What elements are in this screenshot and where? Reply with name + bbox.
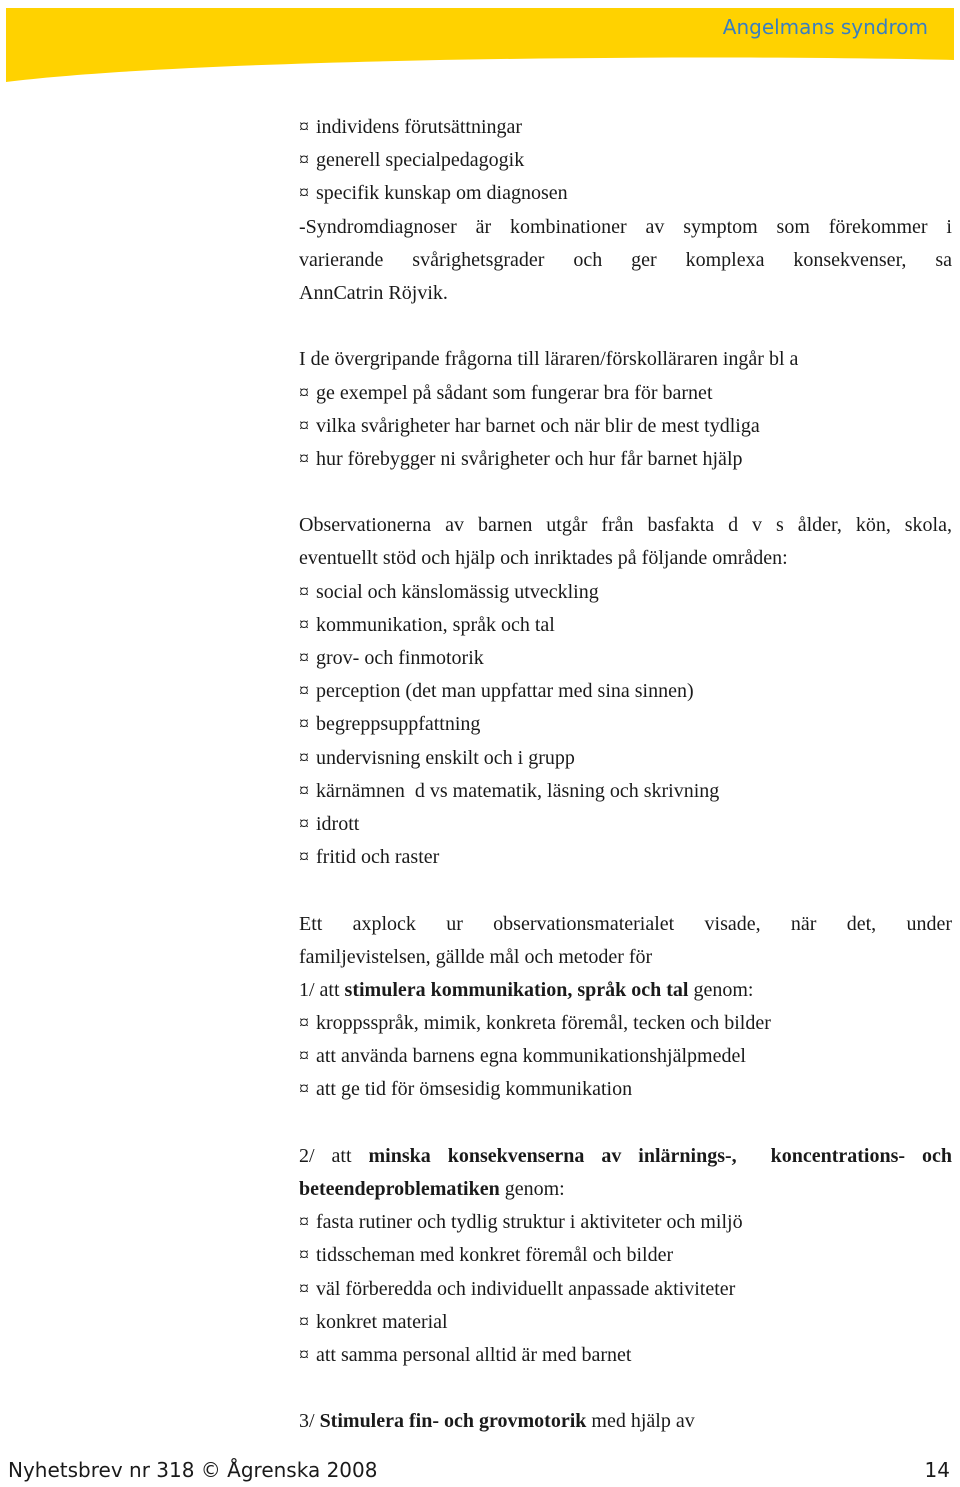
list-item: ¤ tidsscheman med konkret föremål och bilder — [299, 1239, 952, 1272]
list-item: ¤ specifik kunskap om diagnosen — [299, 177, 952, 210]
quote-line: varierande svårighetsgrader och ger komplexa konsekvenser, sa — [299, 248, 952, 271]
bullet-icon: ¤ — [299, 116, 309, 138]
bullet-icon: ¤ — [299, 846, 309, 869]
bullet-icon: ¤ — [299, 149, 309, 172]
bullet-icon: ¤ — [299, 746, 309, 769]
list-item: ¤ konkret material — [299, 1306, 952, 1339]
goal-heading: 2/ att minska konsekvenserna av inlärnings-, koncentrations- och — [299, 1144, 952, 1167]
bullet-icon: ¤ — [299, 779, 309, 802]
list-item: ¤ att samma personal alltid är med barnet — [299, 1339, 952, 1372]
list-item: ¤ fritid och raster — [299, 841, 952, 874]
footer-newsletter: Nyhetsbrev nr 318 © Ågrenska 2008 — [8, 1458, 378, 1482]
bullet-icon: ¤ — [299, 1277, 309, 1300]
list-item: ¤ kroppsspråk, mimik, konkreta föremål, tecken och bilder — [299, 1007, 952, 1040]
bullet-icon: ¤ — [299, 447, 309, 470]
list-item: ¤ undervisning enskilt och i grupp — [299, 742, 952, 775]
header-title: Angelmans syndrom — [722, 15, 928, 39]
list-item: ¤ hur förebygger ni svårigheter och hur får barnet hjälp — [299, 443, 952, 476]
paragraph-intro: Ett axplock ur observationsmaterialet visade, när det, under — [299, 912, 952, 935]
bullet-icon: ¤ — [299, 613, 309, 636]
paragraph-intro: I de övergripande frågorna till läraren/förskolläraren ingår bl a — [299, 348, 799, 371]
list-item: ¤ perception (det man uppfattar med sina sinnen) — [299, 675, 952, 708]
bullet-icon: ¤ — [299, 1244, 309, 1267]
goal-heading: 1/ att stimulera kommunikation, språk och tal genom: — [299, 978, 754, 1001]
bullet-icon: ¤ — [299, 1078, 309, 1101]
bullet-icon: ¤ — [299, 1310, 309, 1333]
list-item: ¤ kommunikation, språk och tal — [299, 609, 952, 642]
bullet-icon: ¤ — [299, 680, 309, 703]
quote-line: -Syndromdiagnoser är kombinationer av symptom som förekommer i — [299, 215, 952, 238]
list-item: ¤ att ge tid för ömsesidig kommunikation — [299, 1073, 952, 1106]
bullet-icon: ¤ — [299, 580, 309, 603]
quote-line: AnnCatrin Röjvik. — [299, 281, 448, 304]
goal-heading: beteendeproblematiken genom: — [299, 1178, 565, 1200]
paragraph-intro: familjevistelsen, gällde mål och metoder för — [299, 945, 653, 968]
bullet-icon: ¤ — [299, 381, 309, 404]
banner-shape — [0, 0, 960, 90]
list-item: ¤ grov- och finmotorik — [299, 642, 952, 675]
list-item: ¤ begreppsuppfattning — [299, 708, 952, 741]
paragraph-intro: Observationerna av barnen utgår från basfakta d v s ålder, kön, skola, — [299, 514, 952, 537]
list-item: ¤ kärnämnen d vs matematik, läsning och skrivning — [299, 775, 952, 808]
bullet-icon: ¤ — [299, 812, 309, 835]
bullet-icon: ¤ — [299, 1012, 309, 1035]
list-item: ¤ generell specialpedagogik — [299, 144, 952, 177]
bullet-icon: ¤ — [299, 1211, 309, 1234]
goal-heading: 3/ Stimulera fin- och grovmotorik med hjälp av — [299, 1410, 695, 1433]
list-item: ¤ väl förberedda och individuellt anpassade aktiviteter — [299, 1273, 952, 1306]
bullet-icon: ¤ — [299, 414, 309, 437]
list-item: ¤ ge exempel på sådant som fungerar bra för barnet — [299, 377, 952, 410]
list-item: ¤ vilka svårigheter har barnet och när blir de mest tydliga — [299, 410, 952, 443]
bullet-icon: ¤ — [299, 713, 309, 736]
header-banner — [0, 0, 960, 90]
bullet-icon: ¤ — [299, 1343, 309, 1366]
list-item: ¤ idrott — [299, 808, 952, 841]
list-item: ¤ individens förutsättningar — [299, 111, 952, 144]
article-body — [299, 111, 952, 1439]
list-item: ¤ social och känslomässig utveckling — [299, 576, 952, 609]
list-item: ¤ att använda barnens egna kommunikationshjälpmedel — [299, 1040, 952, 1073]
bullet-icon: ¤ — [299, 647, 309, 669]
bullet-icon: ¤ — [299, 182, 309, 205]
bullet-icon: ¤ — [299, 1045, 309, 1068]
list-item: ¤ fasta rutiner och tydlig struktur i aktiviteter och miljö — [299, 1206, 952, 1239]
page-number: 14 — [924, 1458, 950, 1482]
paragraph-intro: eventuellt stöd och hjälp och inriktades på följande områden: — [299, 547, 788, 570]
